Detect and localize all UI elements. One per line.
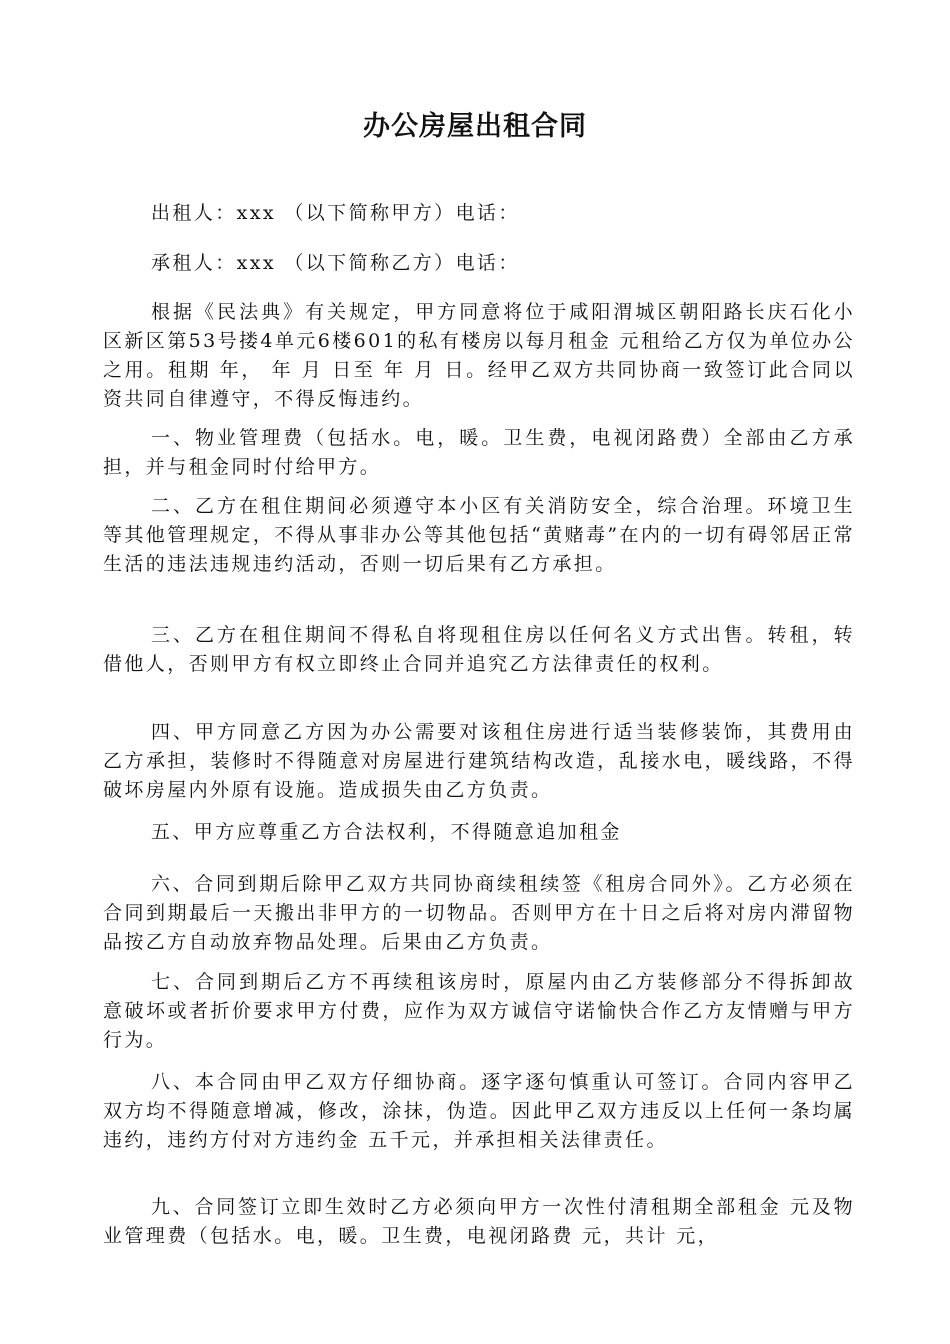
clause-6: 六、合同到期后除甲乙双方共同协商续租续签《租房合同外》。乙方必须在合同到期最后一天搬出非甲方的一切物品。否则甲方在十日之后将对房内滞留物品按乙方自动放弃物品处理。后果由乙方负责。 <box>103 873 855 953</box>
clause-4: 四、甲方同意乙方因为办公需要对该租住房进行适当装修装饰，其费用由乙方承担，装修时不得随意对房屋进行建筑结构改造，乱接水电，暖线路，不得破坏房屋内外原有设施。造成损失由乙方负责。 <box>103 721 855 801</box>
clause-7: 七、合同到期后乙方不再续租该房时，原屋内由乙方装修部分不得拆卸故意破坏或者折价要求甲方付费，应作为双方诚信守诺愉快合作乙方友情赠与甲方行为。 <box>103 971 855 1051</box>
clause-2: 二、乙方在租住期间必须遵守本小区有关消防安全，综合治理。环境卫生等其他管理规定，不得从事非办公等其他包括“黄赌毒”在内的一切有碍邻居正常生活的违法违规违约活动，否则一切后果有乙方承担。 <box>103 495 855 575</box>
lessor-line: 出租人：xxx （以下简称甲方）电话： <box>151 202 520 224</box>
clause-1: 一、物业管理费（包括水。电，暖。卫生费，电视闭路费）全部由乙方承担，并与租金同时付给甲方。 <box>103 427 855 478</box>
clause-5: 五、甲方应尊重乙方合法权利，不得随意追加租金 <box>151 821 622 843</box>
clause-9: 九、合同签订立即生效时乙方必须向甲方一次性付清租期全部租金 元及物业管理费（包括水。电，暖。卫生费，电视闭路费 元，共计 元， <box>103 1196 855 1247</box>
intro-paragraph: 根据《民法典》有关规定，甲方同意将位于咸阳渭城区朝阳路长庆石化小区新区第53号搂4单元6楼601的私有楼房以每月租金 元租给乙方仅为单位办公 之用。租期 年， 年 月 日至 年 月 日。经甲乙双方共同协商一致签订此合同以资共同自律遵守，不得反悔违约。 <box>103 301 855 410</box>
lessee-line: 承租人：xxx （以下简称乙方）电话： <box>151 252 520 274</box>
document-title: 办公房屋出租合同 <box>363 111 587 142</box>
clause-8: 八、本合同由甲乙双方仔细协商。逐字逐句慎重认可签订。合同内容甲乙双方均不得随意增减，修改，涂抹，伪造。因此甲乙双方违反以上任何一条均属违约，违约方付对方违约金 五千元，并承担相关法律责任。 <box>103 1071 855 1151</box>
clause-3: 三、乙方在租住期间不得私自将现租住房以任何名义方式出售。转租，转借他人，否则甲方有权立即终止合同并追究乙方法律责任的权利。 <box>103 624 855 675</box>
